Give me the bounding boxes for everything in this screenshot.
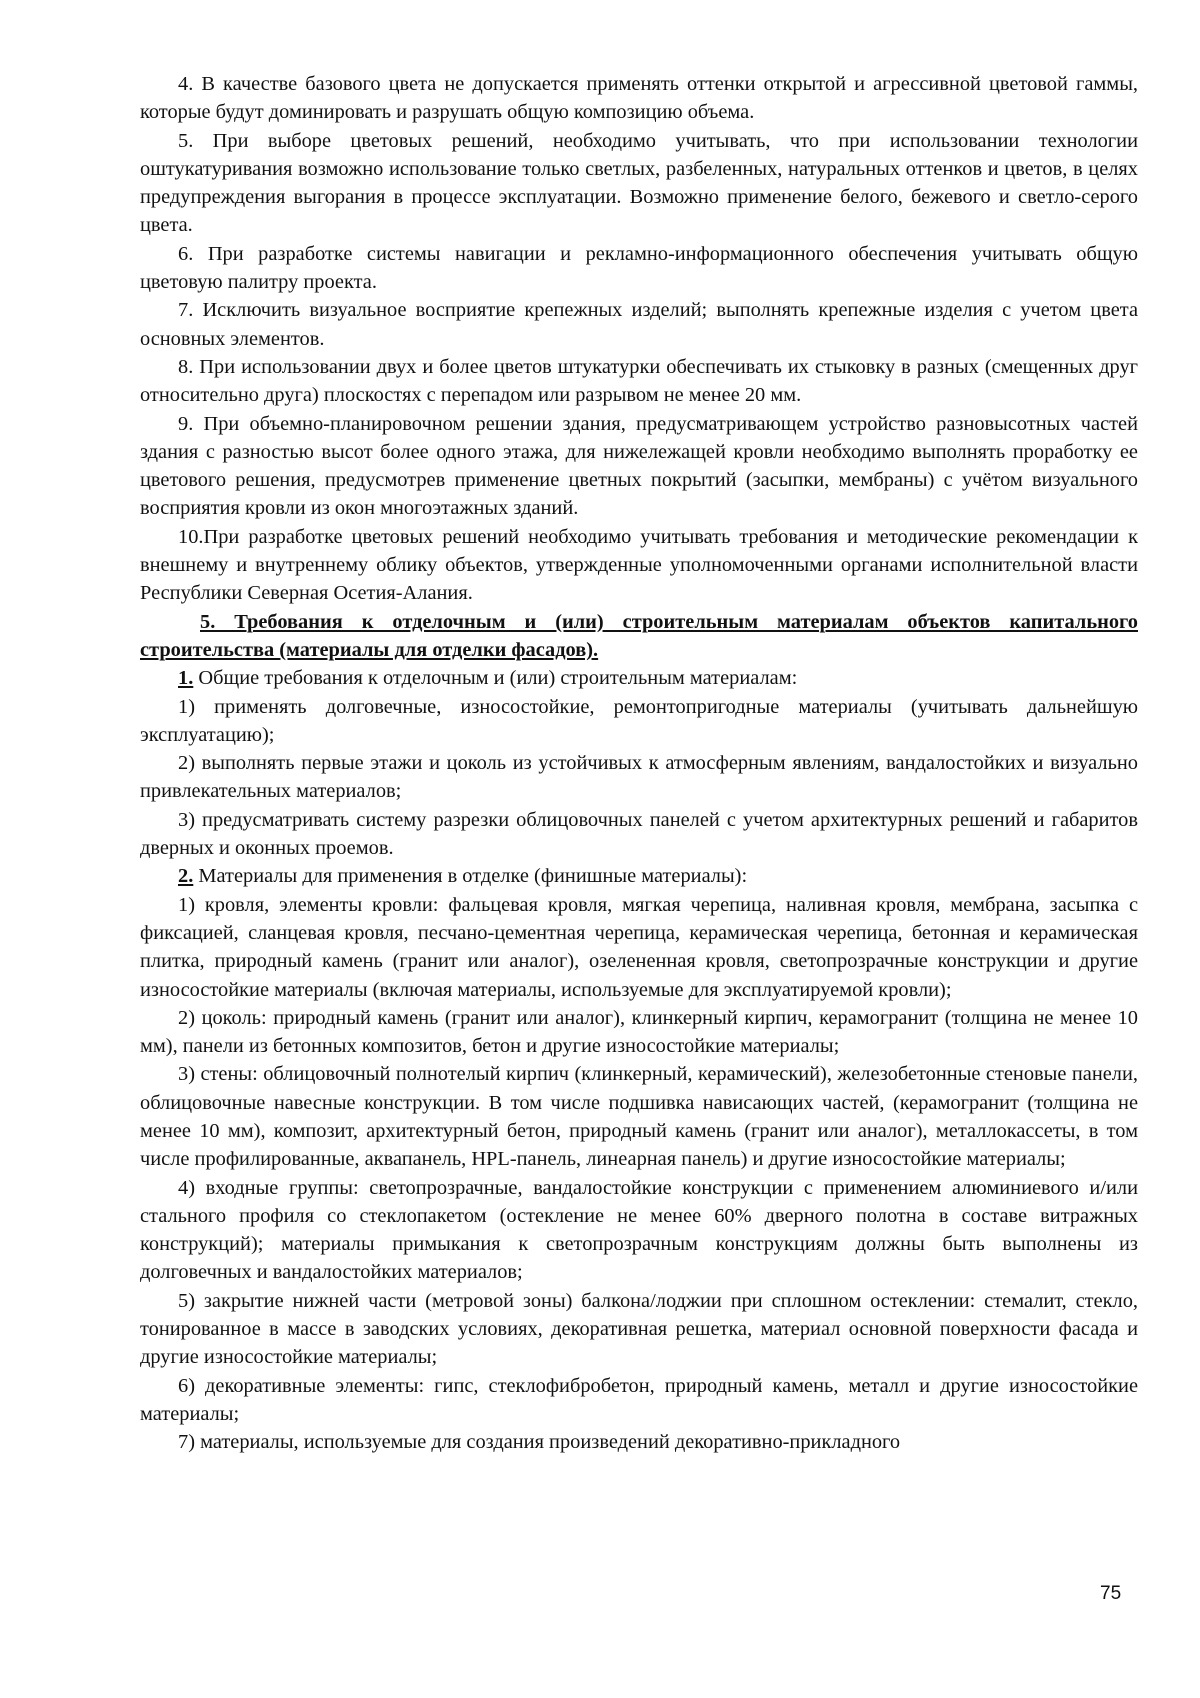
section-heading: 5. Требования к отделочным и (или) строительным материалам объектов капитального строительства (материалы для отделки фасадов). [140,610,1138,661]
finishing-item-5: 5) закрытие нижней части (метровой зоны) балкона/лоджии при сплошном остеклении: стемалит, стекло, тонированное в массе в заводских условиях, декоративная решетка, материал основной поверхности фасада и другие износостойкие материалы; [140,1289,1138,1369]
general-requirements-number: 1. [178,667,194,690]
finishing-materials-title [140,862,1138,890]
finishing-materials-text: Материалы для применения в отделке (финишные материалы): [193,865,748,888]
finishing-materials-number: 2. [178,865,194,888]
finishing-item-1: 1) кровля, элементы кровли: фальцевая кровля, мягкая черепица, наливная кровля, мембрана, засыпка с фиксацией, сланцевая кровля, песчано-цементная черепица, керамическая черепица, бетонная и керамическая плитка, природный камень (гранит или аналог), озелененная кровля, светопрозрачные конструкции и другие износостойкие материалы (включая материалы, используемые для эксплуатируемой кровли); [140,893,1138,1001]
general-item-2: 2) выполнять первые этажи и цоколь из устойчивых к атмосферным явлениям, вандалостойких и визуально привлекательных материалов; [140,752,1138,803]
general-item-1: 1) применять долговечные, износостойкие, ремонтопригодные материалы (учитывать дальнейшую эксплуатацию); [140,695,1138,746]
document-page [140,70,1138,1457]
general-requirements-text: Общие требования к отделочным и (или) строительным материалам: [193,667,798,690]
general-requirements-title [140,664,1138,692]
color-item-4: 4. В качестве базового цвета не допускается применять оттенки открытой и агрессивной цветовой гаммы, которые будут доминировать и разрушать общую композицию объема. [140,73,1138,124]
finishing-item-6: 6) декоративные элементы: гипс, стеклофибробетон, природный камень, металл и другие износостойкие материалы; [140,1374,1138,1425]
finishing-item-7: 7) материалы, используемые для создания произведений декоративно-прикладного [178,1431,901,1454]
color-item-6: 6. При разработке системы навигации и рекламно-информационного обеспечения учитывать общую цветовую палитру проекта. [140,242,1138,294]
color-item-8: 8. При использовании двух и более цветов штукатурки обеспечивать их стыковку в разных (смещенных друг относительно друга) плоскостях с перепадом или разрывом не менее 20 мм. [140,355,1138,407]
finishing-item-2: 2) цоколь: природный камень (гранит или аналог), клинкерный кирпич, керамогранит (толщина не менее 10 мм), панели из бетонных композитов, бетон и другие износостойкие материалы; [140,1006,1138,1058]
color-item-10: 10.При разработке цветовых решений необходимо учитывать требования и методические рекомендации к внешнему и внутреннему облику объектов, утвержденные уполномоченными органами исполнительной власти Республики Северная Осетия-Алания. [140,525,1138,605]
finishing-item-4: 4) входные группы: светопрозрачные, вандалостойкие конструкции с применением алюминиевого и/или стального профиля со стеклопакетом (остекление не менее 60% дверного полотна в составе витражных конструкций); материалы примыкания к светопрозрачным конструкциям должны быть выполнены из долговечных и вандалостойких материалов; [140,1176,1138,1284]
general-item-3: 3) предусматривать систему разрезки облицовочных панелей с учетом архитектурных решений и габаритов дверных и оконных проемов. [140,808,1138,860]
color-item-5: 5. При выборе цветовых решений, необходимо учитывать, что при использовании технологии оштукатуривания возможно использование только светлых, разбеленных, натуральных оттенков и цветов, в целях предупреждения выгорания в процессе эксплуатации. Возможно применение белого, бежевого и светло-серого цвета. [140,129,1138,237]
page-number: 75 [1100,1583,1122,1604]
color-item-9: 9. При объемно-планировочном решении здания, предусматривающем устройство разновысотных частей здания с разностью высот более одного этажа, для нижележащей кровли необходимо выполнять проработку ее цветового решения, предусмотрев применение цветных покрытий (засыпки, мембраны) с учётом визуального восприятия кровли из окон многоэтажных зданий. [140,412,1138,520]
finishing-item-3: 3) стены: облицовочный полнотелый кирпич (клинкерный, керамический), железобетонные стеновые панели, облицовочные навесные конструкции. В том числе подшивка нависающих частей, (керамогранит (толщина не менее 10 мм), композит, архитектурный бетон, природный камень (гранит или аналог), металлокассеты, в том числе профилированные, аквапанель, HPL-панель, линеарная панель) и другие износостойкие материалы; [140,1063,1138,1171]
color-item-7: 7. Исключить визуальное восприятие крепежных изделий; выполнять крепежные изделия с учетом цвета основных элементов. [140,299,1138,350]
